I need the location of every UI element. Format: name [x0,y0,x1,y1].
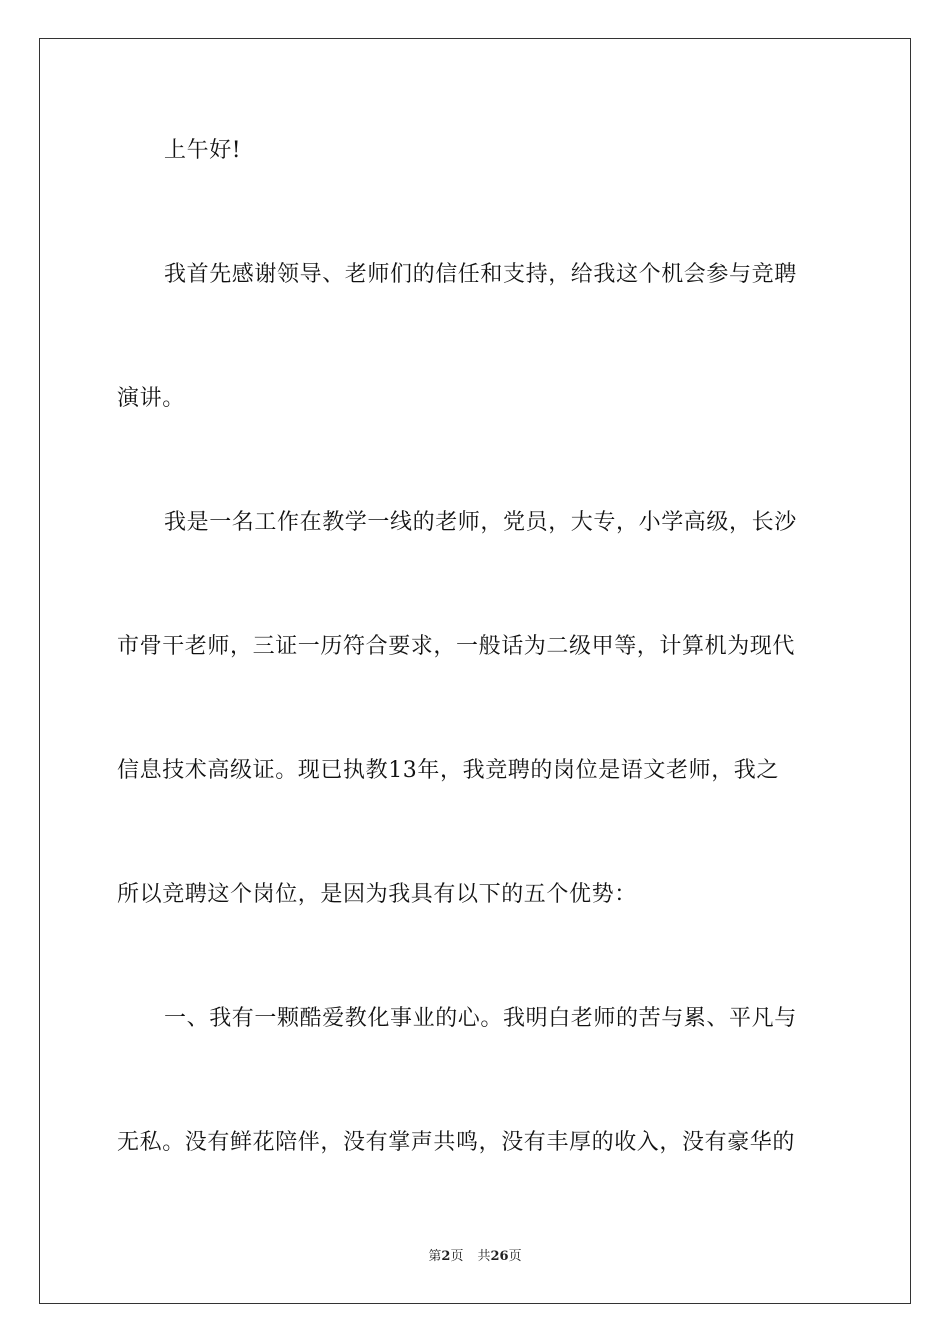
text-line: 信息技术高级证。现已执教13年，我竞聘的岗位是语文老师，我之 [117,758,779,783]
footer-total-pages: 26 [490,1249,509,1264]
footer-total-suffix: 页 [508,1249,522,1264]
text-line: 无私。没有鲜花陪伴，没有掌声共鸣，没有丰厚的收入，没有豪华的 [117,1130,796,1155]
text-line: 市骨干老师，三证一历符合要求，一般话为二级甲等，计算机为现代 [117,634,796,659]
page-footer [0,1248,950,1266]
text-line: 我是一名工作在教学一线的老师，党员，大专，小学高级，长沙 [164,510,797,535]
text-line: 演讲。 [117,386,185,411]
footer-total-prefix: 共 [477,1249,491,1264]
page-border [39,38,911,1304]
text-line-greeting: 上午好! [164,138,242,163]
footer-page-suffix: 页 [450,1249,464,1264]
text-line: 我首先感谢领导、老师们的信任和支持，给我这个机会参与竞聘 [164,262,797,287]
text-line: 所以竞聘这个岗位，是因为我具有以下的五个优势： [117,882,637,907]
footer-page-prefix: 第 [428,1249,442,1264]
text-line: 一、我有一颗酷爱教化事业的心。我明白老师的苦与累、平凡与 [164,1006,797,1031]
footer-page-number: 2 [441,1249,451,1264]
